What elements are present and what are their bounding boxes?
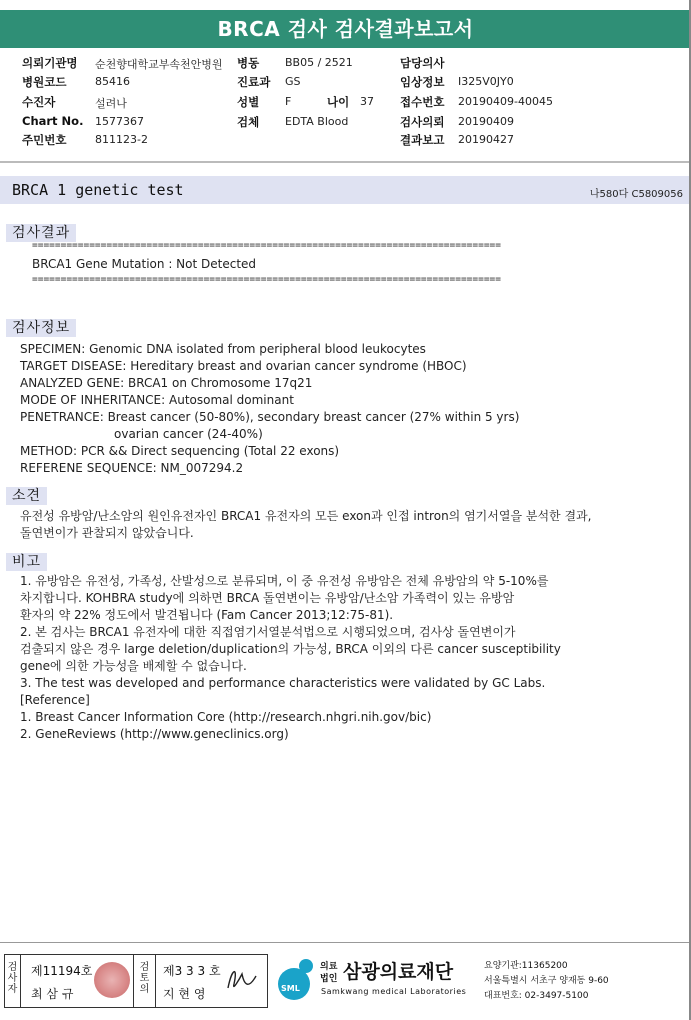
remarks-line: 1. Breast Cancer Information Core (http://research.nhgri.nih.gov/bic) (20, 710, 432, 724)
header-label: 병동 (237, 56, 260, 70)
seal-stamp-icon (94, 962, 130, 998)
test-code: 나580다 C5809056 (589, 189, 683, 200)
header-value: 37 (360, 95, 374, 108)
label-char: 토 (139, 973, 150, 984)
org-name: 삼광의료재단 (343, 961, 454, 983)
section-heading-remarks: 비고 (6, 553, 47, 571)
header-label: 임상정보 (400, 75, 445, 89)
label-char: 의 (139, 984, 150, 995)
info-line: MODE OF INHERITANCE: Autosomal dominant (20, 393, 294, 407)
sml-logo-icon (272, 956, 322, 1006)
signature-icon (222, 962, 260, 998)
header-value: 설려나 (95, 97, 127, 110)
confirmer-role-label (136, 962, 153, 995)
test-name: BRCA 1 genetic test (12, 181, 184, 199)
header-label: 주민번호 (22, 133, 67, 147)
info-line: METHOD: PCR && Direct sequencing (Total 22 exons) (20, 444, 340, 458)
org-tag: 의료 (320, 962, 338, 972)
examiner-role-label (5, 962, 20, 995)
header-value: 20190409 (458, 115, 514, 128)
mutation-result: BRCA1 Gene Mutation : Not Detected (32, 257, 257, 271)
remarks-line: 3. The test was developed and performance characteristics were validated by GC Labs. (20, 676, 546, 690)
info-line: TARGET DISEASE: Hereditary breast and ovarian cancer syndrome (HBOC) (20, 359, 467, 373)
rule-line: ================================================================================== (32, 274, 501, 285)
finding-line: 돌연변이가 관찰되지 않았습니다. (20, 526, 194, 540)
header-label: Chart No. (22, 114, 84, 128)
confirmer-name: 지 현 영 (163, 987, 206, 1001)
examiner-license: 제11194호 (31, 964, 93, 978)
header-value: BB05 / 2521 (285, 56, 353, 69)
header-value: 20190427 (458, 133, 514, 146)
rule-line: ================================================================================== (32, 240, 501, 251)
section-heading-finding: 소견 (6, 487, 47, 505)
report-title: BRCA 검사 검사결과보고서 (0, 10, 691, 48)
remarks-line: 검출되지 않은 경우 large deletion/duplication의 가능성, BRCA 이외의 다른 cancer susceptibility (20, 642, 561, 656)
header-value: GS (285, 75, 301, 88)
header-label: 접수번호 (400, 95, 445, 109)
info-line: REFERENE SEQUENCE: NM_007294.2 (20, 461, 244, 475)
header-label: 수진자 (22, 95, 56, 109)
remarks-line: gene에 의한 가능성을 배제할 수 없습니다. (20, 659, 247, 673)
header-label: 결과보고 (400, 133, 445, 147)
org-english-name: Samkwang medical Laboratories (321, 987, 467, 996)
header-value: F (285, 95, 292, 108)
header-value: I325V0JY0 (458, 75, 514, 88)
header-label: 진료과 (237, 75, 271, 89)
examiner-name: 최 삼 규 (31, 987, 74, 1001)
info-line: ANALYZED GENE: BRCA1 on Chromosome 17q21 (20, 376, 313, 390)
org-tag: 법인 (320, 974, 338, 984)
info-list (20, 341, 519, 477)
header-label: 담당의사 (400, 56, 445, 70)
footer-divider (0, 942, 691, 943)
header-label: 성별 (237, 95, 260, 109)
remarks-line: [Reference] (20, 693, 90, 707)
header-value: EDTA Blood (285, 115, 349, 128)
header-label: 병원코드 (22, 75, 67, 89)
divider (20, 955, 21, 1007)
header-label: 의뢰기관명 (22, 56, 78, 70)
label-char: 검 (7, 962, 18, 973)
header-value: 811123-2 (95, 133, 148, 146)
remarks-line: 2. 본 검사는 BRCA1 유전자에 대한 직접염기서열분석법으로 시행되었으며, 검사상 돌연변이가 (20, 625, 516, 639)
remarks-line: 2. GeneReviews (http://www.geneclinics.org) (20, 727, 289, 741)
remarks-text (20, 573, 561, 743)
header-value: 순천향대학교부속천안병원 (95, 58, 223, 71)
divider (0, 161, 691, 163)
info-line: ovarian cancer (24-40%) (114, 427, 263, 441)
remarks-line: 환자의 약 22% 정도에서 발견됩니다 (Fam Cancer 2013;12:75-81). (20, 608, 394, 622)
divider (155, 955, 156, 1007)
section-heading-result: 검사결과 (6, 224, 76, 242)
header-value: 85416 (95, 75, 130, 88)
confirmer-license: 제3 3 3 호 (163, 964, 221, 978)
remarks-line: 차지합니다. KOHBRA study에 의하면 BRCA 돌연변이는 유방암/난소암 가족력이 있는 유방암 (20, 591, 515, 605)
label-char: 사 (7, 973, 18, 984)
finding-text (20, 508, 591, 542)
section-heading-info: 검사정보 (6, 319, 76, 337)
header-label: 검체 (237, 115, 260, 129)
org-address: 서울특별시 서초구 양재동 9-60 (484, 976, 609, 986)
header-label: 검사의뢰 (400, 115, 445, 129)
label-char: 자 (7, 984, 18, 995)
header-value: 20190409-40045 (458, 95, 553, 108)
label-char: 검 (139, 962, 150, 973)
divider (133, 955, 134, 1007)
info-line: SPECIMEN: Genomic DNA isolated from peripheral blood leukocytes (20, 342, 426, 356)
org-phone: 대표번호: 02-3497-5100 (484, 991, 589, 1001)
finding-line: 유전성 유방암/난소암의 원인유전자인 BRCA1 유전자의 모든 exon과 인접 intron의 염기서열을 분석한 결과, (20, 509, 592, 523)
header-label: 나이 (327, 95, 350, 109)
logo-text: SML (281, 984, 300, 993)
header-value: 1577367 (95, 115, 144, 128)
org-code: 요양기관:11365200 (484, 961, 568, 971)
info-line: PENETRANCE: Breast cancer (50-80%), secondary breast cancer (27% within 5 yrs) (20, 410, 520, 424)
remarks-line: 1. 유방암은 유전성, 가족성, 산발성으로 분류되며, 이 중 유전성 유방암은 전체 유방암의 약 5-10%를 (20, 574, 549, 588)
